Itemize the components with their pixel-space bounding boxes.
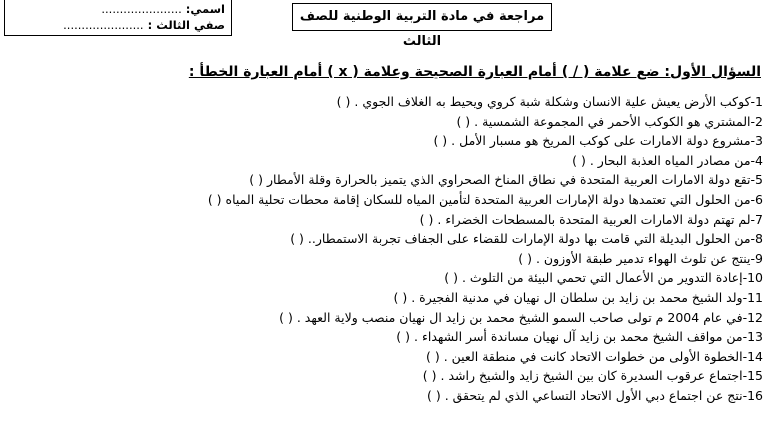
question-number: 7- — [750, 211, 763, 227]
question-text: ينتج عن تلوث الهواء تدمير طبقة الأوزون . — [535, 250, 751, 266]
question-item — [3, 170, 763, 190]
question-number: 6- — [750, 191, 763, 207]
question-item — [3, 366, 763, 386]
question-text: تقع دولة الامارات العربية المتحدة في نطاق المناخ الصحراوي الذي يتميز بالحرارة وقلة الأمطار — [266, 172, 751, 188]
class-label: صفي الثالث : — [147, 18, 225, 32]
question-text: المشتري هو الكوكب الأحمر في المجموعة الشمسية . — [474, 113, 751, 129]
question-item — [3, 229, 763, 249]
class-blank: ...................... — [63, 18, 144, 32]
question-item — [3, 190, 763, 210]
answer-blank: ( ) — [279, 309, 293, 325]
answer-blank: ( ) — [425, 348, 440, 364]
question-text: كوكب الأرض يعيش علية الانسان وشكلة شبة كروي ويحيط به الغلاف الجوي . — [354, 94, 751, 109]
name-blank: ...................... — [101, 2, 182, 16]
answer-blank: ( ) — [422, 368, 437, 384]
question-item — [3, 308, 763, 328]
question-text: لم تهتم دولة الامارات العربية المتحدة بالمسطحات الخضراء . — [437, 211, 751, 227]
question-text: في عام 2004 م تولى صاحب السمو الشيخ محمد بن زايد ال نهيان منصب ولاية العهد . — [296, 309, 743, 325]
answer-blank: ( ) — [336, 94, 351, 109]
answer-blank: ( ) — [518, 250, 532, 266]
answer-blank: ( ) — [393, 289, 408, 305]
question-number: 16- — [742, 387, 763, 403]
answer-blank: ( ) — [433, 133, 448, 149]
answer-blank: ( ) — [456, 113, 471, 129]
answer-blank: ( ) — [290, 231, 304, 247]
question-item — [3, 327, 763, 347]
question-text: من الحلول التي تعتمدها دولة الإمارات العربية المتحدة لتأمين المياه للسكان إقامة محطات تحلية المياه — [225, 191, 751, 207]
question-text: من الحلول البديلة التي قامت بها دولة الإمارات للقضاء على الجفاف تجربة الاستمطار.. — [307, 231, 751, 247]
answer-blank: ( ) — [396, 329, 411, 345]
question-text: من مواقف الشيخ محمد بن زايد آل نهيان مساندة أسر الشهداء . — [414, 329, 743, 345]
name-label: اسمي: — [185, 2, 225, 16]
question-number: 12- — [742, 309, 763, 325]
question-item — [3, 112, 763, 132]
answer-blank: ( ) — [207, 191, 222, 207]
question-number: 3- — [750, 133, 763, 149]
question-text: من مصادر المياه العذبة البحار . — [589, 152, 751, 168]
question-number: 4- — [750, 152, 763, 168]
question-number: 5- — [750, 172, 763, 188]
question-item — [3, 249, 763, 269]
question-item — [3, 268, 763, 288]
question-text: اجتماع عرقوب السديرة كان بين الشيخ زايد والشيخ راشد . — [440, 368, 743, 384]
question-item — [3, 92, 763, 112]
question-text: إعادة التدوير من الأعمال التي تحمي البيئة من التلوث . — [461, 270, 743, 286]
question-text: ولد الشيخ محمد بن زايد بن سلطان ال نهيان في مدنية الفجيرة . — [411, 289, 743, 305]
question-number: 15- — [742, 368, 763, 384]
questions-list — [3, 92, 763, 406]
question-number: 14- — [742, 348, 763, 364]
question-number: 8- — [750, 231, 763, 247]
question-number: 10- — [742, 270, 763, 286]
question-text: مشروع دولة الامارات على كوكب المريخ هو مسبار الأمل . — [451, 133, 751, 149]
student-class-row — [11, 17, 225, 33]
question-text: الخطوة الأولى من خطوات الاتحاد كانت في منطقة العين . — [443, 348, 743, 364]
answer-blank: ( ) — [444, 270, 458, 286]
worksheet-title: مراجعة في مادة التربية الوطنية للصف الثالث — [292, 3, 552, 31]
question-number: 9- — [750, 250, 763, 266]
question-item — [3, 210, 763, 230]
answer-blank: ( ) — [572, 152, 586, 168]
student-info-box — [4, 0, 232, 36]
answer-blank: ( ) — [426, 387, 441, 403]
question-text: نتج عن اجتماع دبي الأول الاتحاد التساعي الذي لم يتحقق . — [444, 387, 743, 403]
question-number: 13- — [742, 329, 763, 345]
section-one-heading: السؤال الأول: ضع علامة ( / ) أمام العبارة الصحيحة وعلامة ( x ) أمام العبارة الخطأ : — [188, 64, 761, 80]
answer-blank: ( ) — [419, 211, 434, 227]
question-number: 11- — [742, 289, 763, 305]
question-item — [3, 347, 763, 367]
question-item — [3, 288, 763, 308]
student-name-row — [11, 1, 225, 17]
question-item — [3, 151, 763, 171]
answer-blank: ( ) — [249, 172, 263, 188]
question-number: 1- — [750, 94, 763, 109]
question-item — [3, 131, 763, 151]
question-number: 2- — [750, 113, 763, 129]
question-item — [3, 386, 763, 406]
